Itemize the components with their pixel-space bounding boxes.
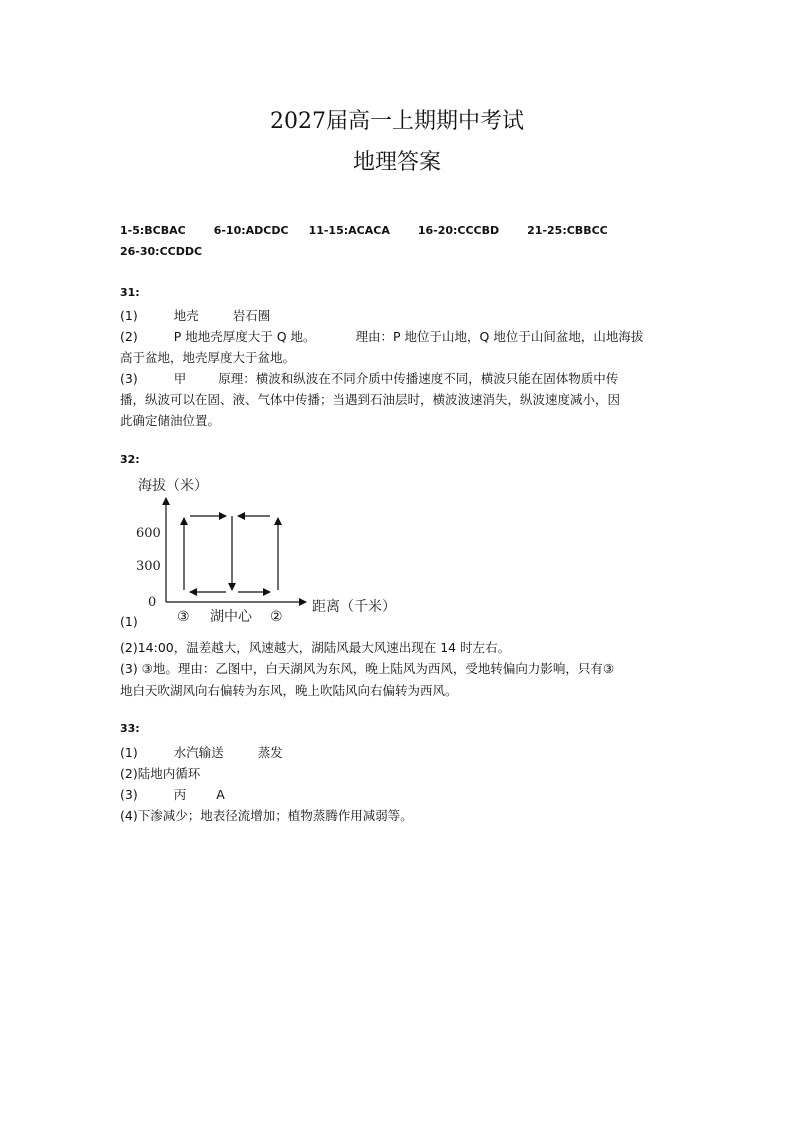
q33-part3 (120, 785, 225, 803)
answer-text: 水汽输送 (173, 745, 224, 760)
part-number: (1) (120, 308, 138, 323)
answer-text: 蒸发 (257, 745, 283, 760)
mc-answers-row-1 (120, 224, 608, 237)
q32-part2: (2)14:00，温差越大，风速越大，湖陆风最大风速出现在 14 时左右。 (120, 640, 511, 655)
mc-answer-group: 21-25:CBBCC (527, 224, 608, 237)
x-axis-label: 距离（千米） (312, 599, 396, 615)
answer-text: 丙 (173, 787, 187, 802)
mc-answer-group: 16-20:CCCBD (417, 224, 500, 237)
y-tick-label: 300 (136, 559, 161, 574)
mc-answers-row-2 (120, 245, 202, 258)
q33-part4: (4)下渗减少；地表径流增加；植物蒸腾作用减弱等。 (120, 808, 413, 823)
y-axis-label: 海拔（米） (138, 478, 208, 494)
mc-answer-group: 26-30:CCDDC (120, 245, 203, 258)
q31-part3-cont: 此确定储油位置。 (120, 413, 221, 428)
q31-part2 (120, 327, 643, 345)
q31-part3 (120, 369, 618, 387)
q31-part1 (120, 306, 270, 324)
page-title: 2027届高一上期期中考试 (270, 109, 524, 134)
q31-part3-cont: 播，纵波可以在固、液、气体中传播；当遇到石油层时，横波波速消失，纵波速度减小，因 (120, 392, 621, 407)
q31-label: 31: (120, 286, 140, 299)
mc-answer-group: 1-5:BCBAC (120, 224, 186, 237)
q32-label: 32: (120, 453, 140, 466)
y-tick-label: 0 (148, 595, 157, 610)
q33-part2: (2)陆地内循环 (120, 766, 201, 781)
location-label-lake-center: 湖中心 (210, 609, 252, 625)
q32-part3: (3) ③地。理由：乙图中，白天湖风为东风，晚上陆风为西风，受地转偏向力影响，只有③ (120, 661, 615, 676)
answer-text: A (216, 787, 225, 802)
lake-breeze-diagram (130, 470, 410, 628)
part-number: (3) (120, 787, 138, 802)
page-subtitle: 地理答案 (352, 150, 441, 175)
answer-text: 原理：横波和纵波在不同介质中传播速度不同，横波只能在固体物质中传 (218, 371, 619, 386)
q33-label: 33: (120, 722, 140, 735)
q32-part1-number: (1) (120, 614, 138, 629)
answer-text: P 地地壳厚度大于 Q 地。 (173, 329, 316, 344)
part-number: (2) (120, 329, 138, 344)
q33-part1 (120, 743, 283, 761)
answer-text: 理由：P 地位于山地，Q 地位于山间盆地，山地海拔 (355, 329, 644, 344)
q31-part2-cont: 高于盆地，地壳厚度大于盆地。 (120, 350, 296, 365)
answer-text: 甲 (173, 371, 187, 386)
location-label-2: ② (270, 609, 283, 625)
q32-part3-cont: 地白天吹湖风向右偏转为东风，晚上吹陆风向右偏转为西风。 (120, 683, 458, 698)
location-label-3: ③ (177, 609, 190, 625)
y-tick-label: 600 (136, 526, 161, 541)
answer-text: 地壳 (173, 308, 199, 323)
mc-answer-group: 11-15:ACACA (308, 224, 390, 237)
answer-text: 岩石圈 (232, 308, 271, 323)
part-number: (1) (120, 745, 138, 760)
part-number: (3) (120, 371, 138, 386)
mc-answer-group: 6-10:ADCDC (213, 224, 289, 237)
